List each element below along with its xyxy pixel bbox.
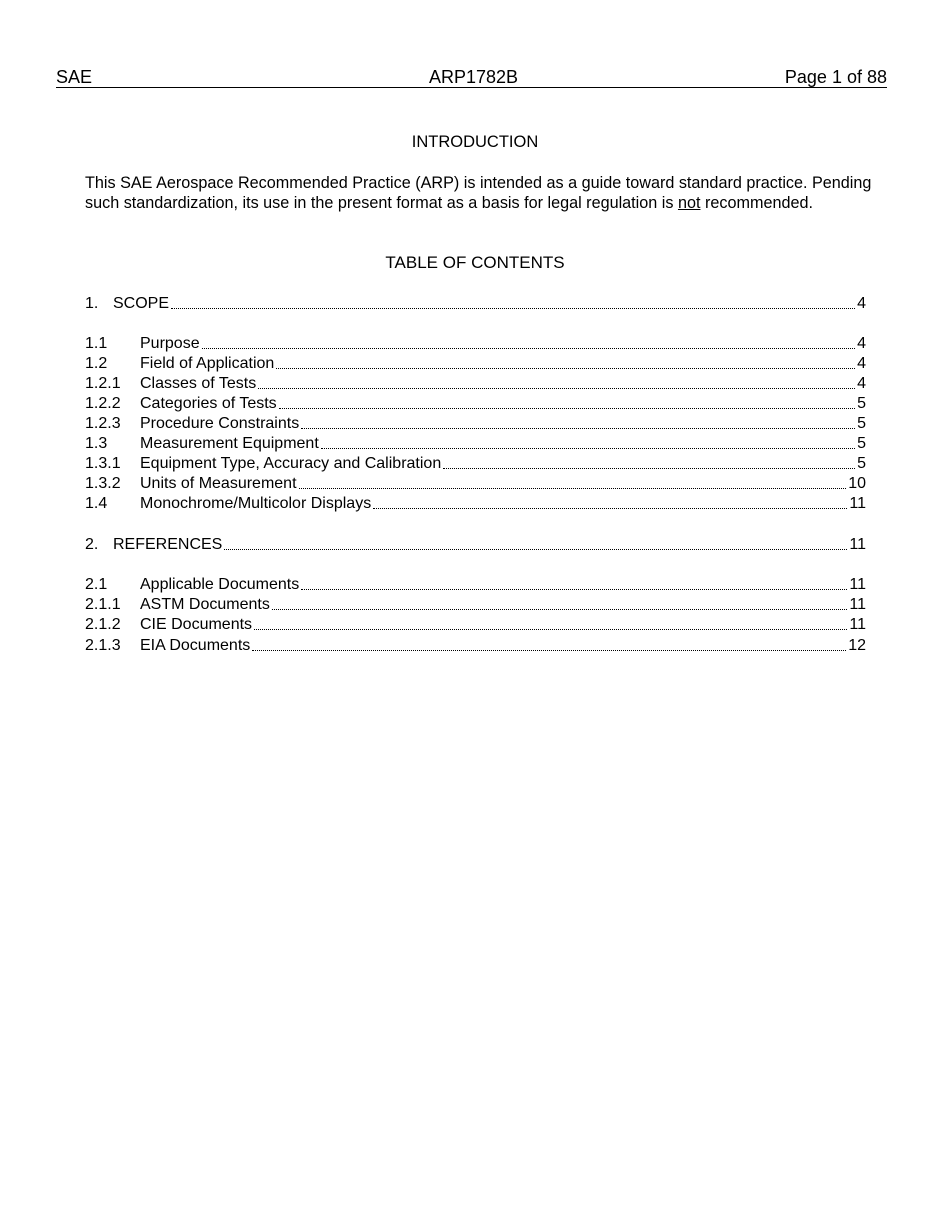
toc-entry-number: 1.4 — [85, 495, 108, 512]
toc-dot-leader — [301, 589, 847, 590]
toc-entry-page: 4 — [857, 355, 866, 372]
toc-entry-page: 12 — [848, 637, 866, 654]
toc-entry-number: 2. — [85, 536, 99, 553]
toc-dot-leader — [252, 650, 846, 651]
header-doc-number: ARP1782B — [429, 67, 519, 87]
toc-entry-page: 4 — [857, 375, 866, 392]
toc-entry-title: Units of Measurement — [140, 475, 297, 492]
toc-entry[interactable] — [85, 454, 866, 474]
intro-text-part: This SAE Aerospace Recommended Practice (ARP) is intended as a guide toward standard practice. Pending such standardization, its use in the present format as a basis for legal regulation is — [85, 174, 872, 213]
toc-entry-number: 2.1.1 — [85, 596, 121, 613]
toc-entry-page: 5 — [857, 415, 866, 432]
toc-heading: TABLE OF CONTENTS — [385, 253, 565, 272]
toc-entry[interactable] — [85, 434, 866, 454]
toc-dot-leader — [272, 609, 848, 610]
toc-entry-title: EIA Documents — [140, 637, 251, 654]
toc-dot-leader — [299, 488, 847, 489]
toc-entry-page: 4 — [857, 335, 866, 352]
toc-entry-number: 2.1 — [85, 576, 108, 593]
toc-entry[interactable] — [85, 394, 866, 414]
toc-entry-number: 1.3.2 — [85, 475, 121, 492]
toc-entry[interactable] — [85, 374, 866, 394]
toc-entry-number: 2.1.3 — [85, 637, 121, 654]
toc-entry-number: 1.2.3 — [85, 415, 121, 432]
toc-entry[interactable] — [85, 595, 866, 615]
toc-entry-title: Categories of Tests — [140, 395, 277, 412]
toc-entry[interactable] — [85, 334, 866, 354]
introduction-heading: INTRODUCTION — [411, 133, 539, 151]
toc-entry[interactable] — [85, 615, 866, 635]
toc-dot-leader — [276, 368, 855, 369]
toc-dot-leader — [443, 468, 855, 469]
toc-entry-page: 11 — [849, 616, 866, 633]
toc-entry-title: Equipment Type, Accuracy and Calibration — [140, 455, 442, 472]
toc-entry-title: Purpose — [140, 335, 200, 352]
intro-text-part: recommended. — [700, 194, 813, 213]
toc-entry-page: 5 — [857, 395, 866, 412]
toc-entry-page: 11 — [849, 536, 866, 553]
toc-dot-leader — [254, 629, 847, 630]
toc-entry-title: Field of Application — [140, 355, 275, 372]
toc-entry-number: 2.1.2 — [85, 616, 121, 633]
toc-entry-number: 1. — [85, 295, 99, 312]
toc-entry-title: Procedure Constraints — [140, 415, 300, 432]
toc-dot-leader — [279, 408, 855, 409]
toc-entry-page: 11 — [849, 576, 866, 593]
toc-entry-title: Monochrome/Multicolor Displays — [140, 495, 372, 512]
toc-entry-page: 11 — [849, 495, 866, 512]
toc-entry-number: 1.1 — [85, 335, 108, 352]
toc-entry-title: Applicable Documents — [140, 576, 300, 593]
toc-entry-page: 5 — [857, 435, 866, 452]
toc-entry[interactable] — [85, 474, 866, 494]
toc-dot-leader — [321, 448, 855, 449]
toc-entry-title: ASTM Documents — [140, 596, 270, 613]
toc-dot-leader — [301, 428, 855, 429]
toc-entry-number: 1.2.2 — [85, 395, 121, 412]
toc-entry-number: 1.2 — [85, 355, 108, 372]
header-org: SAE — [56, 67, 93, 87]
toc-dot-leader — [202, 348, 856, 349]
toc-entry[interactable] — [85, 636, 866, 656]
toc-entry-page: 5 — [857, 455, 866, 472]
toc-entry-number: 1.3.1 — [85, 455, 121, 472]
toc-dot-leader — [258, 388, 855, 389]
toc-entry[interactable] — [85, 354, 866, 374]
toc-entry-page: 11 — [849, 596, 866, 613]
page-header — [56, 67, 887, 88]
toc-entry-title: Measurement Equipment — [140, 435, 319, 452]
toc-entry[interactable] — [85, 414, 866, 434]
toc-entry-title: CIE Documents — [140, 616, 253, 633]
toc-entry[interactable] — [85, 575, 866, 595]
introduction-paragraph — [85, 173, 875, 213]
toc-entry-number: 1.3 — [85, 435, 108, 452]
toc-dot-leader — [224, 549, 847, 550]
toc-entry-number: 1.2.1 — [85, 375, 121, 392]
toc-entry-title: Classes of Tests — [140, 375, 257, 392]
header-page-number: Page 1 of 88 — [784, 67, 887, 87]
intro-text-underlined: not — [677, 194, 701, 213]
toc-dot-leader — [171, 308, 855, 309]
toc-entry-page: 4 — [857, 295, 866, 312]
toc-entry[interactable] — [85, 494, 866, 514]
toc-entry[interactable] — [85, 535, 866, 555]
toc-entry-title: REFERENCES — [113, 536, 223, 553]
toc-entry-page: 10 — [848, 475, 866, 492]
toc-entry[interactable] — [85, 294, 866, 314]
toc-dot-leader — [373, 508, 847, 509]
toc-entry-title: SCOPE — [113, 295, 170, 312]
